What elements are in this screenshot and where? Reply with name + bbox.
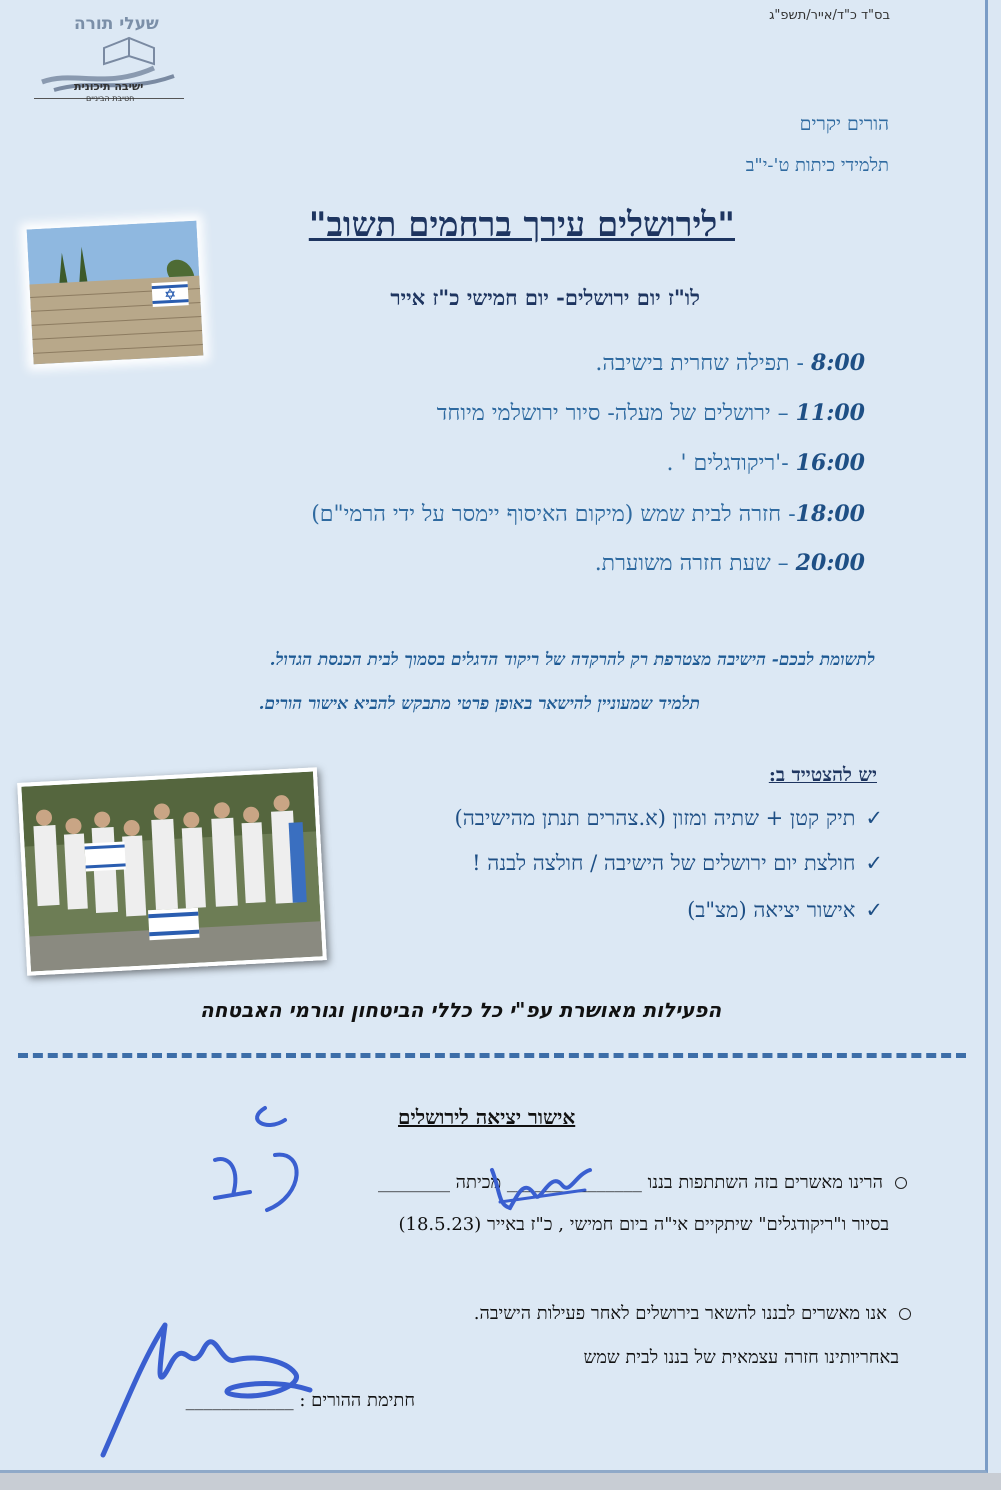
- students-group-photo: [17, 767, 327, 975]
- permission-line-participation: הרינו מאשרים בזה השתתפות בננו _______________ מכיתה ________: [378, 1172, 907, 1193]
- checkmark-icon: ✓: [865, 898, 883, 922]
- schedule-item: 8:00 - תפילה שחרית בישיבה.: [595, 350, 865, 376]
- schedule-item: 18:00- חזרה לבית שמש (מיקום האיסוף יימסר על ידי הרמי"ם): [311, 501, 865, 527]
- parent-signature-line: חתימת ההורים : ____________: [185, 1390, 415, 1411]
- greeting-parents: הורים יקרים: [799, 113, 889, 135]
- logo-title: שעלי תורה: [74, 14, 159, 34]
- bullet-icon: [895, 1177, 907, 1189]
- checkmark-icon: ✓: [865, 851, 883, 875]
- handwritten-parent-signature: [85, 1305, 325, 1465]
- schedule-item: 11:00 – ירושלים של מעלה- סיור ירושלמי מיוחד: [436, 400, 865, 426]
- equipment-heading: יש להצטייד ב:: [768, 764, 877, 786]
- bullet-icon: [899, 1308, 911, 1320]
- permission-form-title: אישור יציאה לירושלים: [398, 1105, 576, 1129]
- logo-subtitle-2: חטיבת הביניים: [86, 94, 135, 103]
- permission-line-return: באחריותינו חזרה עצמאית של בננו לבית שמש: [583, 1347, 899, 1368]
- private-stay-note: תלמיד שמעוניין להישאר באופן פרטי מתבקש להביא אישור הורים.: [258, 694, 700, 714]
- permission-line-date: בסיור ו"ריקודגלים" שיתקיים אי"ה ביום חמישי , כ"ז באייר (18.5.23): [398, 1214, 889, 1235]
- school-logo: [34, 12, 184, 107]
- western-wall-photo: [27, 221, 204, 365]
- bottom-toolbar-strip: [0, 1473, 1001, 1490]
- logo-subtitle: ישיבה תיכונית: [74, 80, 144, 93]
- greeting-students: תלמידי כיתות ט'-י"ב: [745, 155, 889, 176]
- permission-line-stay: אנו מאשרים לבננו להשאר בירושלים לאחר פעילות הישיבה.: [474, 1303, 911, 1324]
- date-line: בס"ד כ"ד/אייר/תשפ"ג: [769, 8, 890, 23]
- schedule-item: 16:00 -'ריקודגלים ' .: [666, 450, 865, 476]
- schedule-subtitle: לו"ז יום ירושלים- יום חמישי כ"ז אייר: [390, 285, 700, 310]
- equipment-item: ✓אישור יציאה (מצ"ב): [687, 898, 883, 922]
- equipment-item: ✓חולצת יום ירושלים של הישיבה / חולצה לבנה !: [472, 851, 883, 875]
- page-title: "לירושלים עירך ברחמים תשוב": [308, 205, 735, 245]
- attention-note: לתשומת לבכם- הישיבה מצטרפת רק להרקדה של ריקוד הדגלים בסמוך לבית הכנסת הגדול.: [269, 650, 875, 670]
- checkmark-icon: ✓: [865, 806, 883, 830]
- equipment-item: ✓תיק קטן + שתיה ומזון (א.צהרים תנתן מהישיבה): [454, 806, 883, 830]
- handwritten-class-signature: [205, 1100, 315, 1220]
- security-approval-line: הפעילות מאושרת עפ"י כל כללי הביטחון וגורמי האבטחה: [200, 998, 722, 1022]
- schedule-item: 20:00 – שעת חזרה משוערת.: [594, 550, 865, 576]
- cut-line-divider: [18, 1053, 966, 1058]
